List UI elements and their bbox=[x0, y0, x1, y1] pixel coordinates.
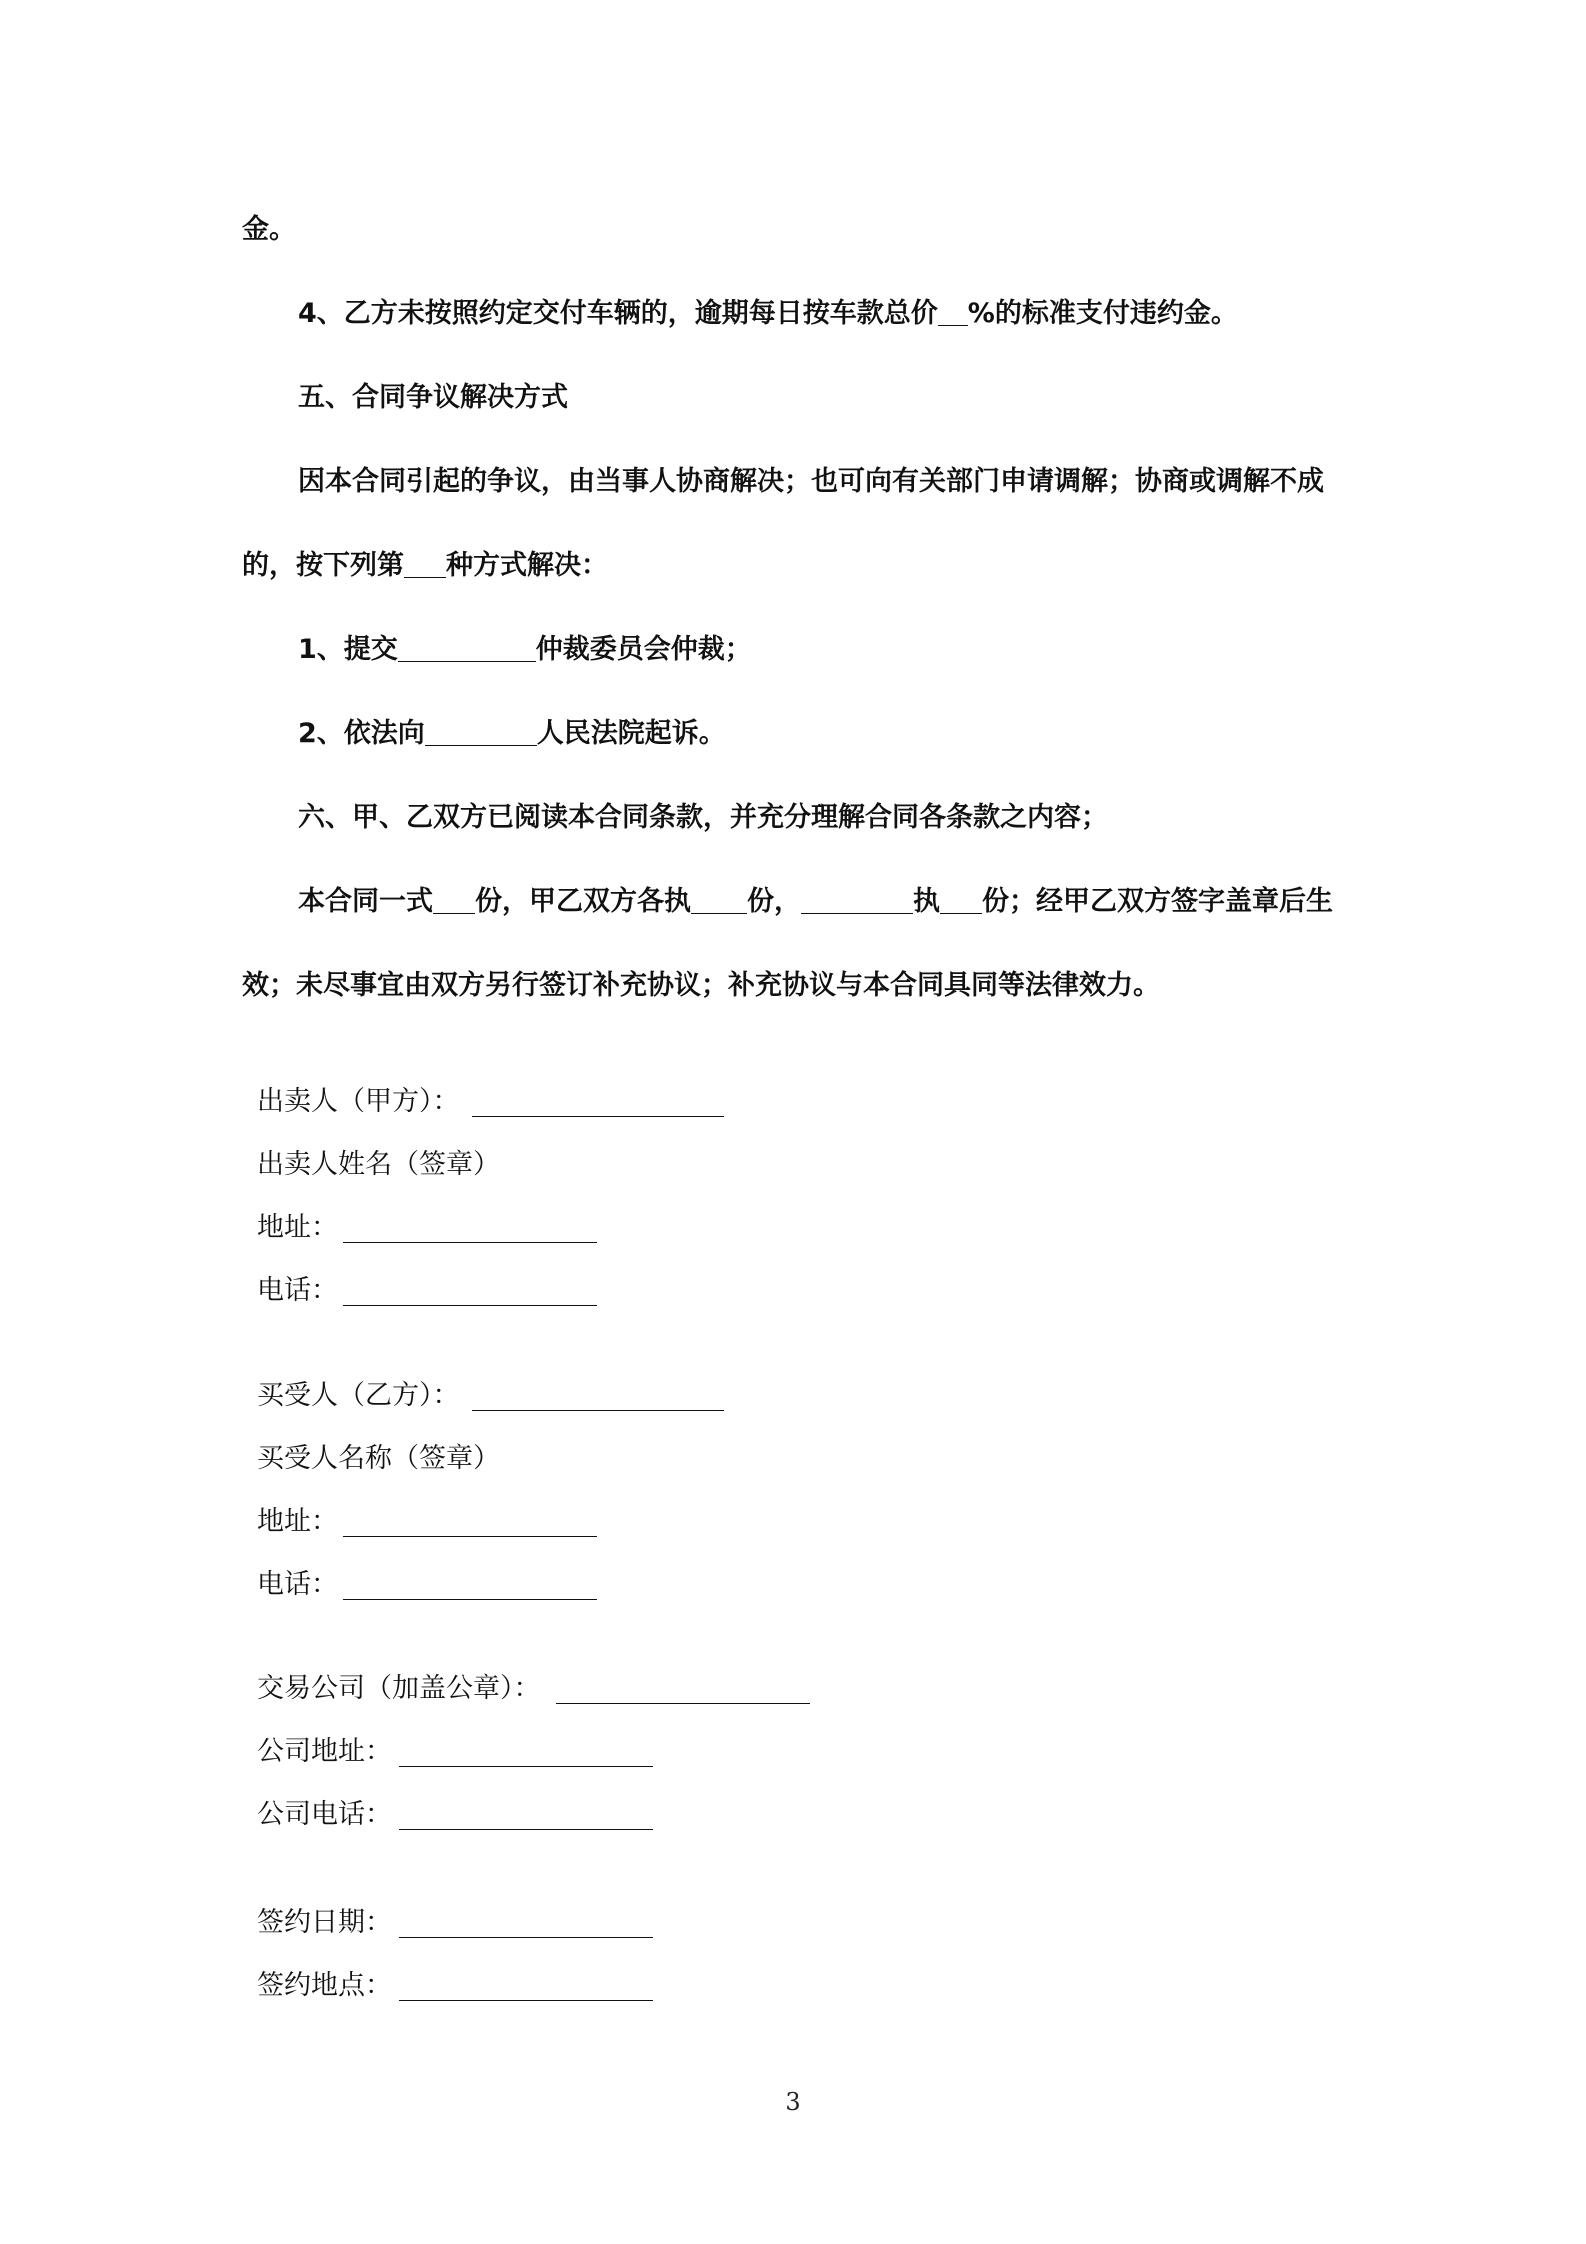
seller-label: 出卖人（甲方）： bbox=[257, 1086, 460, 1117]
penalty-clause-4: 4、乙方未按照约定交付车辆的，逾期每日按车款总价 %的标准支付违约金。 bbox=[298, 298, 1238, 329]
dispute-paragraph-cont: 的，按下列第 种方式解决： bbox=[242, 550, 608, 581]
dispute-paragraph: 因本合同引起的争议，由当事人协商解决；也可向有关部门申请调解；协商或调解不成 bbox=[298, 466, 1324, 497]
copies-paragraph-cont: 效；未尽事宜由双方另行签订补充协议；补充协议与本合同具同等法律效力。 bbox=[242, 970, 1160, 1001]
company-address-line[interactable] bbox=[399, 1765, 653, 1767]
signing-date-line[interactable] bbox=[399, 1936, 653, 1938]
page-number: 3 bbox=[785, 2088, 801, 2116]
company-phone-line[interactable] bbox=[399, 1828, 653, 1830]
signing-date-label: 签约日期： bbox=[257, 1907, 392, 1938]
seller-address-label: 地址： bbox=[257, 1212, 338, 1243]
blank-copies-each bbox=[691, 887, 747, 914]
seller-name-label: 出卖人姓名（签章） bbox=[257, 1149, 500, 1180]
buyer-phone-line[interactable] bbox=[343, 1598, 597, 1600]
buyer-address-line[interactable] bbox=[343, 1535, 597, 1537]
seller-signature-line[interactable] bbox=[472, 1115, 724, 1117]
blank-copies-total bbox=[433, 887, 475, 914]
buyer-signature-line[interactable] bbox=[472, 1409, 724, 1411]
blank-court bbox=[425, 719, 537, 746]
buyer-address-label: 地址： bbox=[257, 1506, 338, 1537]
option-court: 2、依法向 人民法院起诉。 bbox=[298, 718, 726, 749]
buyer-label: 买受人（乙方）： bbox=[257, 1380, 460, 1411]
copies-paragraph: 本合同一式 份，甲乙双方各执 份， 执 份；经甲乙双方签字盖章后生 bbox=[298, 886, 1333, 917]
seller-address-line[interactable] bbox=[343, 1241, 597, 1243]
company-address-label: 公司地址： bbox=[257, 1736, 392, 1767]
blank-method-number bbox=[404, 551, 446, 578]
buyer-phone-label: 电话： bbox=[257, 1569, 338, 1600]
section-6: 六、甲、乙双方已阅读本合同条款，并充分理解合同各条款之内容； bbox=[298, 802, 1108, 833]
signing-place-line[interactable] bbox=[399, 1999, 653, 2001]
buyer-name-label: 买受人名称（签章） bbox=[257, 1443, 500, 1474]
blank-arbitration-commission bbox=[398, 635, 536, 662]
blank-copies-holder-count bbox=[940, 887, 982, 914]
seller-phone-label: 电话： bbox=[257, 1275, 338, 1306]
company-seal-line[interactable] bbox=[556, 1702, 810, 1704]
paragraph-continuation: 金。 bbox=[242, 214, 296, 245]
seller-phone-line[interactable] bbox=[343, 1304, 597, 1306]
company-phone-label: 公司电话： bbox=[257, 1799, 392, 1830]
company-label: 交易公司（加盖公章）： bbox=[257, 1673, 541, 1704]
blank-percent bbox=[938, 299, 968, 326]
option-arbitration: 1、提交 仲裁委员会仲裁； bbox=[298, 634, 752, 665]
section-heading-5: 五、合同争议解决方式 bbox=[298, 382, 568, 413]
blank-copies-holder bbox=[801, 887, 913, 914]
signing-place-label: 签约地点： bbox=[257, 1970, 392, 2001]
